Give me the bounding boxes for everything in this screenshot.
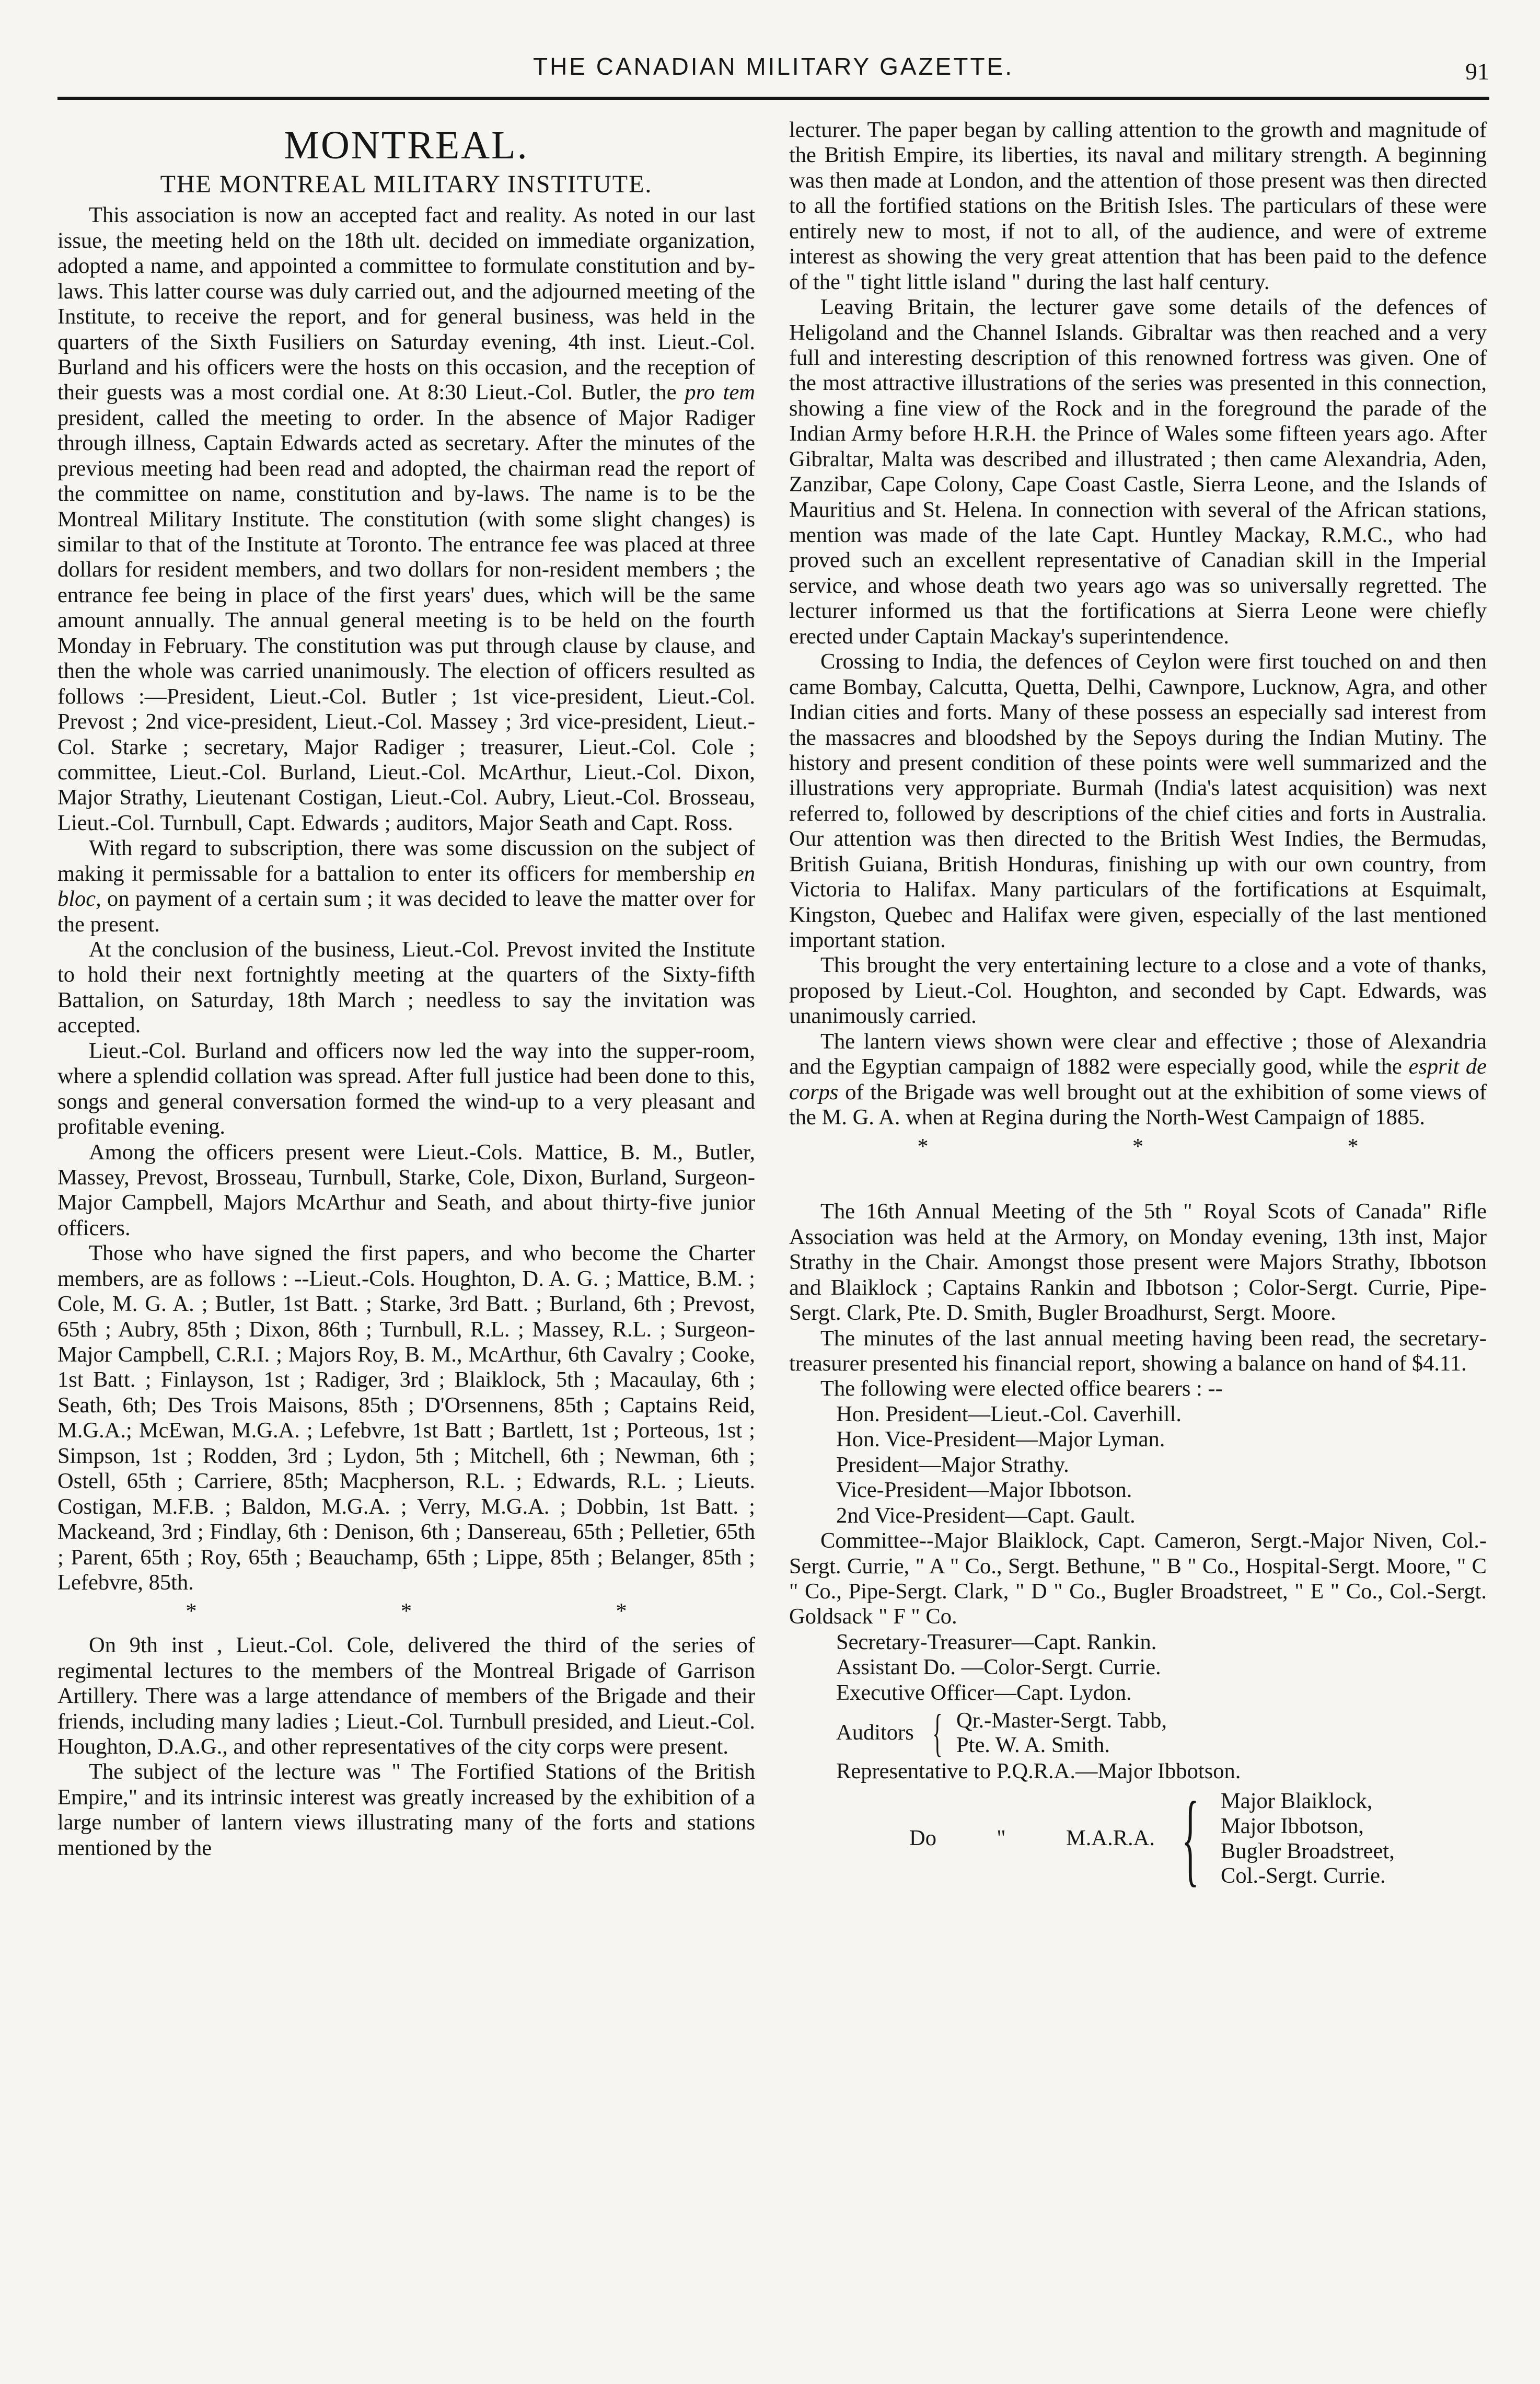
officer-entry: Secretary-Treasurer—Capt. Rankin. [836,1629,1157,1654]
officer-entry: President—Major Strathy. [836,1452,1069,1477]
officer-entry: Hon. President—Lieut.-Col. Caverhill. [836,1401,1182,1426]
paragraph: With regard to subscription, there was some discussion on the subject of making it permissable for a battalion to enter its officers for membership en bloc, on payment of a certain sum ; it was decided to leave the matter over for the present. [57,836,755,937]
auditors-label: Auditors [836,1720,914,1745]
officer-list-2 [789,1630,1487,1784]
section-divider: * * * [186,1599,726,1624]
paragraph: On 9th inst , Lieut.-Col. Cole, delivered the third of the series of regimental lectures to the members of the Montreal Brigade of Garrison Artillery. There was a large attendance of members of the Brigade and their friends, including many ladies ; Lieut.-Col. Turnbull presided, and Lieut.-Col. Houghton, D.A.G., and other representatives of the city corps were present. [57,1633,755,1759]
paragraph: This brought the very entertaining lecture to a close and a vote of thanks, proposed by Lieut.-Col. Houghton, and seconded by Capt. Edwards, was unanimously carried. [789,953,1487,1029]
paragraph: Crossing to India, the defences of Ceylon were first touched on and then came Bombay, Calcutta, Quetta, Delhi, Cawnpore, Lucknow, Agra, and other Indian cities and forts. Many of these possess an especially sad interest from the massacres and bloodshed by the Sepoys during the Indian Mutiny. The history and present condition of these points were well summarized and the illustrations very appropriate. Burmah (India's latest acquisition) was next referred to, followed by descriptions of the chief cities and forts in Australia. Our attention was then directed to the British West Indies, the Bermudas, British Guiana, British Honduras, finishing up with our own country, from Victoria to Halifax. Many particulars of the fortifications at Esquimalt, Kingston, Quebec and Halifax were given, especially of the last mentioned important station. [789,649,1487,952]
officer-entry: Hon. Vice-President—Major Lyman. [836,1427,1165,1452]
mara-entry [789,1780,1487,1896]
paragraph: lecturer. The paper began by calling attention to the growth and magnitude of the British Empire, its liberties, its naval and military strength. A beginning was then made at London, and the attention of those present was then directed to all the fortified stations on the British Isles. The particulars of these were entirely new to most, if not to all, of the audience, and were of extreme interest as showing the very great attention that has been paid to the defence of the " tight little island " during the last half century. [789,118,1487,294]
paragraph: Lieut.-Col. Burland and officers now led the way into the supper-room, where a splendid collation was spread. After full justice had been done to this, songs and general conversation formed the wind-up to a very pleasant and profitable evening. [57,1038,755,1139]
paragraph: The subject of the lecture was " The Fortified Stations of the British Empire," and its intrinsic interest was greatly increased by the exhibition of a large number of lantern views illustrating many of the forts and stations mentioned by the [57,1759,755,1860]
page-number: 91 [1465,58,1489,85]
auditors-names: Qr.-Master-Sergt. Tabb, Pte. W. A. Smith. [956,1708,1167,1758]
paragraph: At the conclusion of the business, Lieut.-Col. Prevost invited the Institute to hold their next fortnightly meeting at the quarters of the Sixty-fifth Battalion, on Saturday, 18th March ; needless to say the invitation was accepted. [57,937,755,1038]
brace-glyph: { [932,1703,943,1762]
officer-entry: 2nd Vice-President—Capt. Gault. [836,1503,1136,1528]
paragraph: Those who have signed the first papers, and who become the Charter members, are as follows : --Lieut.-Cols. Houghton, D. A. G. ; Mattice, B.M. ; Cole, M. G. A. ; Butler, 1st Batt. ; Starke, 3rd Batt. ; Burland, 6th ; Prevost, 65th ; Aubry, 85th ; Dixon, 86th ; Turnbull, R.L. ; Massey, R.L. ; Surgeon-Major Campbell, C.R.I. ; Majors Roy, B. M., McArthur, 6th Cavalry ; Cooke, 1st Batt. ; Finlayson, 1st ; Radiger, 3rd ; Blaiklock, 5th ; Macaulay, 6th ; Seath, 6th; Des Trois Maisons, 85th ; D'Orsennens, 85th ; Captains Reid, M.G.A.; McEwan, M.G.A. ; Lefebvre, 1st Batt ; Bartlett, 1st ; Porteous, 1st ; Simpson, 1st ; Rodden, 3rd ; Lydon, 5th ; Mitchell, 6th ; Newman, 6th ; Ostell, 65th ; Carriere, 85th; Macpherson, R.L. ; Edwards, R.L. ; Lieuts. Costigan, M.F.B. ; Baldon, M.G.A. ; Verry, M.G.A. ; Dobbin, 1st Batt. ; Mackeand, 3rd ; Findlay, 6th : Denison, 6th ; Dansereau, 65th ; Pelletier, 65th ; Parent, 65th ; Roy, 65th ; Beauchamp, 65th ; Lippe, 85th ; Belanger, 85th ; Lefebvre, 85th. [57,1241,755,1595]
paragraph: The 16th Annual Meeting of the 5th " Royal Scots of Canada" Rifle Association was held at the Armory, on Monday evening, 13th inst, Major Strathy in the Chair. Amongst those present were Majors Strathy, Ibbotson and Blaiklock ; Captains Rankin and Ibbotson ; Color-Sergt. Currie, Pipe-Sergt. Clark, Pte. D. Smith, Bugler Broadhurst, Sergt. Moore. [789,1199,1487,1326]
italic-phrase: pro tem [685,380,755,405]
paragraph: This association is now an accepted fact and reality. As noted in our last issue, the meeting held on the 18th ult. decided on immediate organization, adopted a name, and appointed a committee to formulate constitution and by-laws. This latter course was duly carried out, and the adjourned meeting of the Institute, to receive the report, and for general business, was held in the quarters of the Sixth Fusiliers on Saturday evening, 4th inst. Lieut.-Col. Burland and his officers were the hosts on this occasion, and the reception of their guests was a most cordial one. At 8:30 Lieut.-Col. Butler, the pro tem president, called the meeting to order. In the absence of Major Radiger through illness, Captain Edwards acted as secretary. After the minutes of the previous meeting had been read and adopted, the chairman read the report of the committee on name, constitution and by-laws. The name is to be the Montreal Military Institute. The constitution (with some slight changes) is similar to that of the Institute at Toronto. The entrance fee was placed at three dollars for resident members, and two dollars for non-resident members ; the entrance fee being in place of the first years' dues, which will be the same amount annually. The annual general meeting is to be held on the fourth Monday in February. The constitution was put through clause by clause, and then the whole was carried unanimously. The election of officers resulted as follows :—President, Lieut.-Col. Butler ; 1st vice-president, Lieut.-Col. Prevost ; 2nd vice-president, Lieut.-Col. Massey ; 3rd vice-president, Lieut.-Col. Starke ; secretary, Major Radiger ; treasurer, Lieut.-Col. Cole ; committee, Lieut.-Col. Burland, Lieut.-Col. McArthur, Lieut.-Col. Dixon, Major Strathy, Lieutenant Costigan, Lieut.-Col. Aubry, Lieut.-Col. Brosseau, Lieut.-Col. Turnbull, Capt. Edwards ; auditors, Major Seath and Capt. Ross. [57,203,755,835]
article-subheading: THE MONTREAL MILITARY INSTITUTE. [160,170,653,198]
brace-glyph: { [1182,1780,1199,1896]
right-column [789,118,1487,1896]
paragraph: Leaving Britain, the lecturer gave some details of the defences of Heligoland and the Channel Islands. Gibraltar was then reached and a very full and interesting description of this renowned fortress was given. One of the most attractive illustrations of the series was presented in this connection, showing a fine view of the Rock and in the foreground the parade of the Indian Army before H.R.H. the Prince of Wales some fifteen years ago. After Gibraltar, Malta was described and illustrated ; then came Alexandria, Aden, Zanzibar, Cape Colony, Cape Coast Castle, Sierra Leone, and the Islands of Mauritius and St. Helena. In connection with several of the African stations, mention was made of the late Capt. Huntley Mackay, R.M.C., who had proved such an excellent representative of Canadian skill in the Imperial service, and whose death two years ago was so universally regretted. The lecturer informed us that the fortifications at Sierra Leone were chiefly erected under Captain Mackay's superintendence. [789,295,1487,649]
header-rule [57,97,1489,100]
officer-entry: Assistant Do. —Color-Sergt. Currie. [836,1655,1161,1680]
italic-phrase: esprit de corps [789,1054,1487,1104]
left-column [57,118,755,1861]
paragraph: The lantern views shown were clear and effective ; those of Alexandria and the Egyptian campaign of 1882 were especially good, while the esprit de corps of the Brigade was well brought out at the exhibition of some views of the M. G. A. when at Regina during the North-West Campaign of 1885. [789,1029,1487,1130]
mara-label-group: Do " M.A.R.A. [909,1826,1155,1851]
officer-list [789,1402,1487,1528]
paragraph: The minutes of the last annual meeting having been read, the secretary-treasurer presented his financial report, showing a balance on hand of $4.11. [789,1326,1487,1376]
section-heading: MONTREAL. [284,123,529,167]
auditors-entry [836,1703,1487,1762]
officer-entry: Executive Officer—Capt. Lydon. [836,1680,1132,1705]
running-title: THE CANADIAN MILITARY GAZETTE. [532,53,1014,80]
italic-phrase: en bloc, [57,861,755,912]
officer-entry: Vice-President—Major Ibbotson. [836,1478,1132,1503]
representative-entry: Representative to P.Q.R.A.—Major Ibbotson. [836,1759,1241,1784]
committee-entry: Committee--Major Blaiklock, Capt. Cameron, Sergt.-Major Niven, Col.-Sergt. Currie, " A " Co., Sergt. Bethune, " B " Co., Hospital-Sergt. Moore, " C " Co., Pipe-Sergt. Clark, " D " Co., Bugler Broadstreet, " E " Co., Col.-Sergt. Goldsack " F " Co. [789,1528,1487,1629]
mara-names: Major Blaiklock, Major Ibbotson, Bugler Broadstreet, Col.-Sergt. Currie. [1221,1789,1395,1888]
page-header [57,52,1489,94]
paragraph: Among the officers present were Lieut.-Cols. Mattice, B. M., Butler, Massey, Prevost, Brosseau, Turnbull, Starke, Cole, Dixon, Burland, Surgeon-Major Campbell, Majors McArthur and Seath, and about thirty-five junior officers. [57,1139,755,1240]
section-divider: * * * [917,1134,1458,1159]
paragraph: The following were elected office bearers : -- [820,1376,1223,1401]
